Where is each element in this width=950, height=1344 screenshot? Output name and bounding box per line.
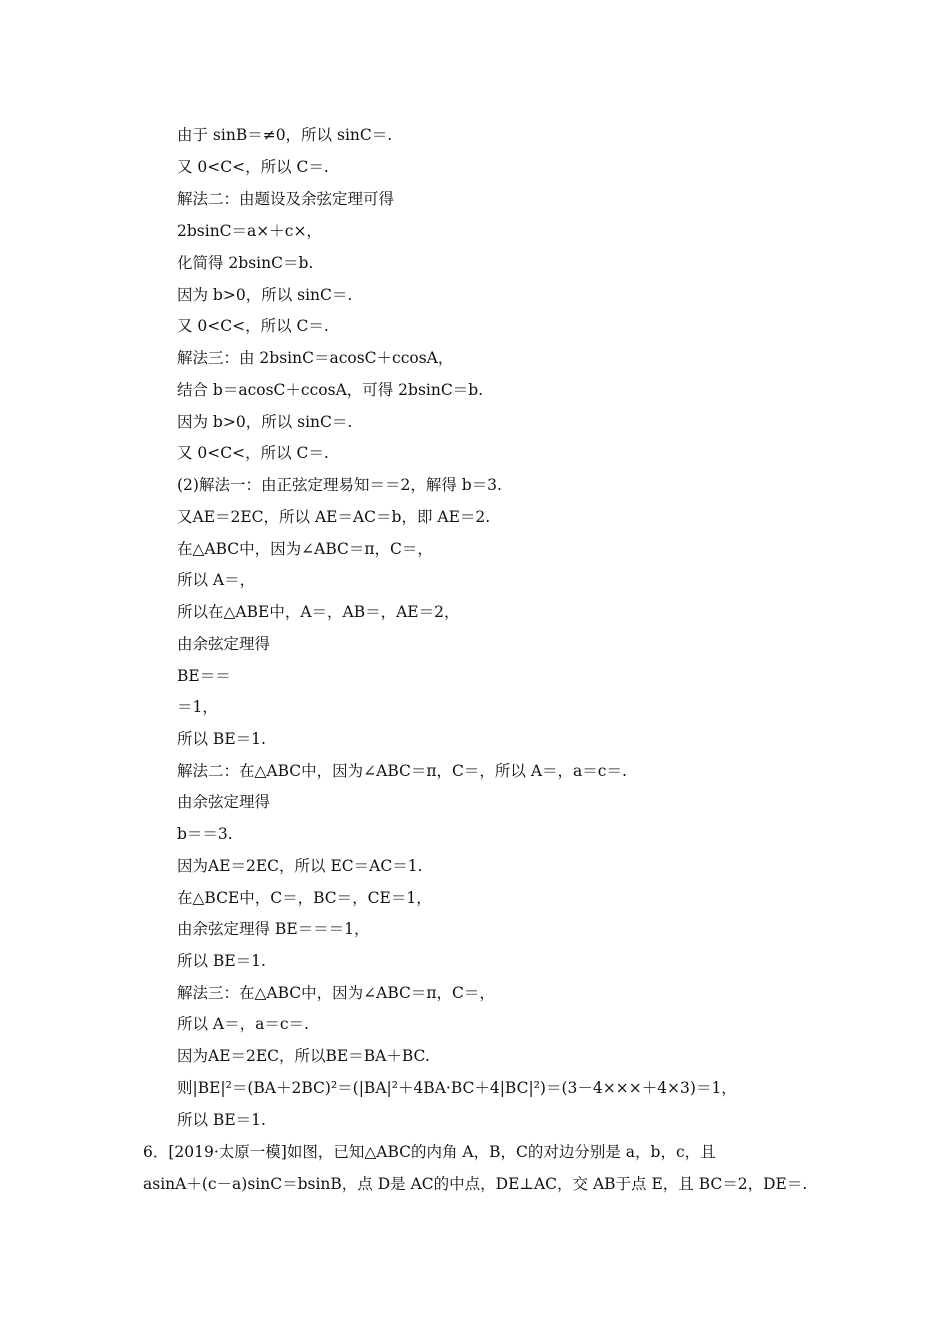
solution-line: 在△BCE中，C＝，BC＝，CE＝1， [177, 889, 432, 907]
solution-line: 解法三：由 2bsinC＝acosC＋ccosA， [177, 349, 454, 367]
solution-line: 在△ABC中，因为∠ABC＝π，C＝， [177, 540, 433, 558]
problem-statement-line: 6．[2019·太原一模]如图，已知△ABC的内角 A，B，C的对边分别是 a，b，c，且 [143, 1143, 716, 1161]
solution-line: 又 0<C<，所以 C＝. [177, 444, 329, 462]
solution-line: 所以在△ABE中，A＝，AB＝，AE＝2， [177, 603, 460, 621]
solution-line: 所以 A＝，a＝c＝. [177, 1015, 309, 1033]
solution-line: 又 0<C<，所以 C＝. [177, 158, 329, 176]
solution-line: 由余弦定理得 [177, 793, 271, 811]
solution-line: 解法二：在△ABC中，因为∠ABC＝π，C＝，所以 A＝，a＝c＝. [177, 762, 627, 780]
solution-line: 由余弦定理得 [177, 635, 271, 653]
solution-line: 所以 BE＝1. [177, 730, 266, 748]
solution-line: 因为 b>0，所以 sinC＝. [177, 413, 353, 431]
solution-line: 因为AE＝2EC，所以BE＝BA＋BC. [177, 1047, 430, 1065]
solution-line: 化简得 2bsinC＝b. [177, 254, 314, 272]
solution-line: 所以 BE＝1. [177, 1111, 266, 1129]
solution-line: 由于 sinB＝≠0，所以 sinC＝. [177, 126, 393, 144]
solution-line: ＝1， [177, 698, 218, 716]
solution-line: (2)解法一：由正弦定理易知＝＝2，解得 b＝3. [177, 476, 502, 494]
solution-line: 解法二：由题设及余弦定理可得 [177, 190, 395, 208]
solution-line: 则|BE|²＝(BA＋2BC)²＝(|BA|²＋4BA·BC＋4|BC|²)＝(3－4×××＋4×3)＝1， [177, 1079, 737, 1097]
solution-line: 因为AE＝2EC，所以 EC＝AC＝1. [177, 857, 423, 875]
solution-line: 因为 b>0，所以 sinC＝. [177, 286, 353, 304]
solution-line: 由余弦定理得 BE＝＝＝1， [177, 920, 370, 938]
solution-line: 2bsinC＝a×＋c×， [177, 222, 322, 240]
solution-line: 所以 BE＝1. [177, 952, 266, 970]
problem-statement-line: asinA＋(c－a)sinC＝bsinB，点 D是 AC的中点，DE⊥AC，交 AB于点 E，且 BC＝2，DE＝. [143, 1175, 808, 1193]
solution-line: 又 0<C<，所以 C＝. [177, 317, 329, 335]
solution-line: 解法三：在△ABC中，因为∠ABC＝π，C＝， [177, 984, 495, 1002]
solution-line: BE＝＝ [177, 667, 231, 685]
solution-line: 又AE＝2EC，所以 AE＝AC＝b，即 AE＝2. [177, 508, 491, 526]
solution-line: 所以 A＝， [177, 571, 256, 589]
solution-line: 结合 b＝acosC＋ccosA，可得 2bsinC＝b. [177, 381, 484, 399]
solution-line: b＝＝3. [177, 825, 233, 843]
